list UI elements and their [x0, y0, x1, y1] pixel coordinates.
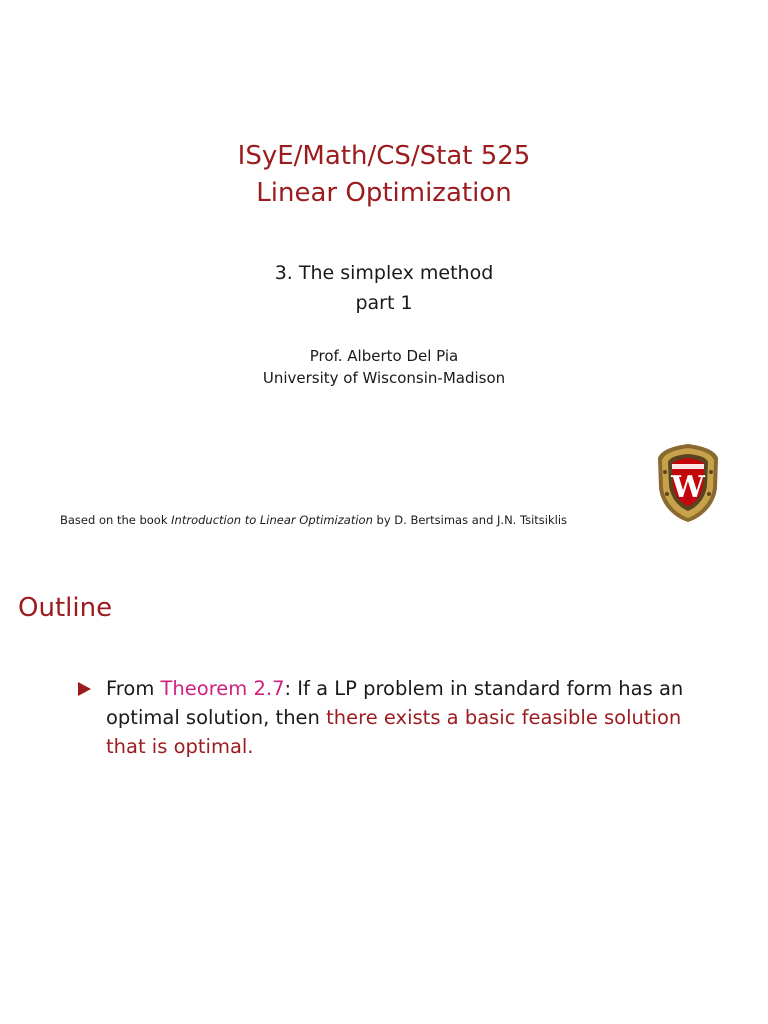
author-affiliation: University of Wisconsin-Madison [262, 369, 506, 387]
course-subtitle: Linear Optimization [256, 178, 512, 208]
lecture-title: 3. The simplex method [274, 262, 494, 284]
bullet-from: From [106, 677, 161, 700]
source-citation [60, 512, 567, 528]
lecture-part: part 1 [355, 292, 413, 314]
course-title: ISyE/Math/CS/Stat 525 [237, 141, 531, 171]
bullet-triangle-icon [78, 682, 91, 696]
university-crest-logo [655, 442, 721, 524]
citation-book-title: Introduction to Linear Optimization [171, 513, 373, 527]
bullet-text [106, 674, 686, 761]
crest-letter: W [671, 470, 705, 505]
bullet-highlight: there exists a basic feasible solution that is optimal. [106, 706, 682, 758]
outline-slide [0, 560, 768, 1024]
citation-prefix: Based on the book [60, 513, 172, 527]
citation-suffix: by D. Bertsimas and J.N. Tsitsiklis [372, 513, 568, 527]
slide-title: Outline [18, 593, 113, 623]
theorem-link[interactable]: Theorem 2.7 [160, 677, 285, 700]
bullet-body: : If a LP problem in standard form has an optimal solution, then [106, 677, 684, 729]
author-name: Prof. Alberto Del Pia [309, 347, 459, 365]
